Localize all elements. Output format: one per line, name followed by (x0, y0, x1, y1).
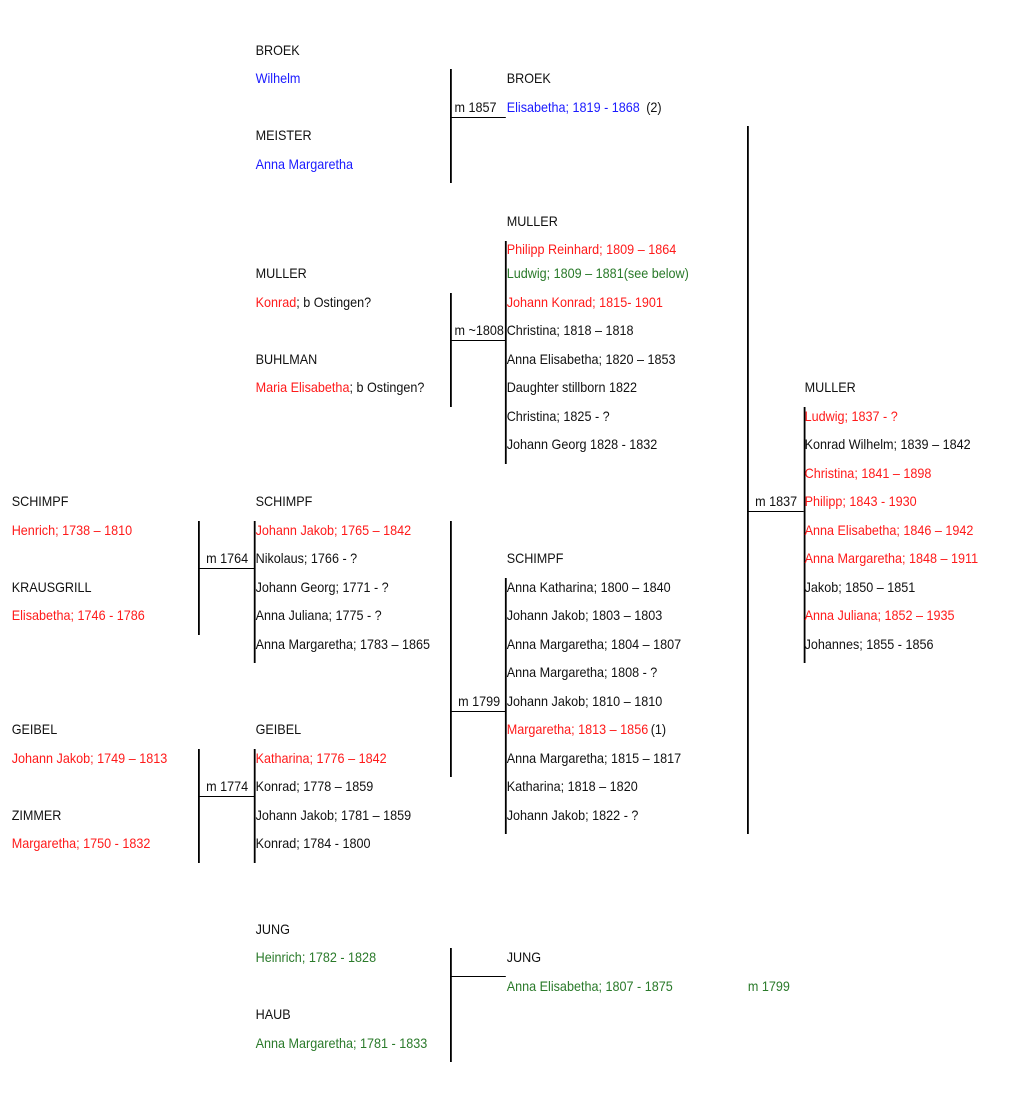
muller-children-link (451, 340, 506, 341)
ludwig-child: Jakob; 1850 – 1851 (804, 579, 916, 595)
broek-child-surname: BROEK (506, 70, 551, 86)
ludwig-marriage-label: m 1837 (755, 493, 798, 509)
schimpf-family-child: Margaretha; 1813 – 1856 (506, 721, 649, 737)
jung-child: Anna Elisabetha; 1807 - 1875 (506, 978, 673, 994)
ludwig-children-link (748, 511, 804, 512)
schimpf-couple-connector (450, 521, 452, 777)
ludwig-couple-connector (747, 126, 749, 834)
ludwig-child: Christina; 1841 – 1898 (804, 465, 932, 481)
geibel-grandfather: Johann Jakob; 1749 – 1813 (11, 750, 168, 766)
jung-father: Heinrich; 1782 - 1828 (255, 949, 377, 965)
schimpf-family-child: Johann Jakob; 1810 – 1810 (506, 693, 663, 709)
schimpf-grandparents-connector (198, 521, 200, 635)
buhlman-mother (256, 379, 425, 395)
buhlman-mother-note: ; b Ostingen? (349, 379, 425, 395)
haub-mother: Anna Margaretha; 1781 - 1833 (255, 1035, 428, 1051)
geibel-grandparents-children-link (199, 796, 255, 797)
geibel-child: Konrad; 1778 – 1859 (255, 778, 374, 794)
krausgrill-grandmother: Elisabetha; 1746 - 1786 (11, 607, 145, 623)
muller-father-note: ; b Ostingen? (296, 294, 372, 310)
schimpf-children-surname: SCHIMPF (255, 493, 313, 509)
schimpf-child: Anna Juliana; 1775 - ? (255, 607, 382, 623)
broek-child-note: (2) (646, 99, 662, 115)
buhlman-mother-name: Maria Elisabetha (255, 379, 350, 395)
schimpf-child: Johann Georg; 1771 - ? (255, 579, 389, 595)
meister-mother-name: Anna Margaretha (255, 156, 353, 172)
muller-marriage-label: m ~1808 (454, 322, 504, 338)
muller-child: Philipp Reinhard; 1809 – 1864 (506, 241, 677, 257)
muller-father-surname: MULLER (255, 265, 307, 281)
broek-marriage-label: m 1857 (454, 99, 497, 115)
muller-father (256, 294, 372, 310)
meister-mother-surname: MEISTER (255, 127, 312, 143)
schimpf-grandparents-marriage-label: m 1764 (206, 550, 249, 566)
broek-couple-connector (450, 69, 452, 183)
schimpf-family-child: Anna Margaretha; 1808 - ? (506, 664, 658, 680)
geibel-grandfather-surname: GEIBEL (11, 721, 58, 737)
jung-marriage-label: m 1799 (747, 978, 790, 994)
schimpf-family-surname: SCHIMPF (506, 550, 564, 566)
krausgrill-grandmother-surname: KRAUSGRILL (11, 579, 92, 595)
schimpf-family-child: Anna Katharina; 1800 – 1840 (506, 579, 671, 595)
schimpf-family-child-note: (1) (650, 721, 667, 737)
broek-father-surname: BROEK (255, 42, 300, 58)
schimpf-marriage-label: m 1799 (458, 693, 501, 709)
muller-father-name: Konrad (255, 294, 297, 310)
schimpf-grandparents-children-link (199, 568, 255, 569)
muller-child: Johann Konrad; 1815- 1901 (506, 294, 663, 310)
muller-child: Ludwig; 1809 – 1881(see below) (506, 265, 689, 281)
geibel-child: Konrad; 1784 - 1800 (255, 835, 371, 851)
geibel-child: Johann Jakob; 1781 – 1859 (255, 807, 412, 823)
schimpf-family-child: Katharina; 1818 – 1820 (506, 778, 638, 794)
buhlman-mother-surname: BUHLMAN (255, 351, 318, 367)
schimpf-family-child: Johann Jakob; 1803 – 1803 (506, 607, 663, 623)
muller-couple-connector (450, 293, 452, 407)
muller-child: Johann Georg 1828 - 1832 (506, 436, 658, 452)
broek-father-name: Wilhelm (255, 70, 301, 86)
jung-couple-connector (450, 948, 452, 1062)
schimpf-child: Johann Jakob; 1765 – 1842 (255, 522, 412, 538)
schimpf-child: Nikolaus; 1766 - ? (255, 550, 358, 566)
schimpf-family-child: Johann Jakob; 1822 - ? (506, 807, 639, 823)
geibel-child: Katharina; 1776 – 1842 (255, 750, 387, 766)
geibel-children-surname: GEIBEL (255, 721, 302, 737)
ludwig-child: Anna Elisabetha; 1846 – 1942 (804, 522, 974, 538)
muller-child: Daughter stillborn 1822 (506, 379, 637, 395)
ludwig-child: Konrad Wilhelm; 1839 – 1842 (804, 436, 971, 452)
geibel-grandparents-connector (198, 749, 200, 863)
muller-child: Anna Elisabetha; 1820 – 1853 (506, 351, 676, 367)
muller-child: Christina; 1825 - ? (506, 408, 610, 424)
ludwig-child: Anna Margaretha; 1848 – 1911 (804, 550, 979, 566)
schimpf-grandfather: Henrich; 1738 – 1810 (11, 522, 133, 538)
muller-child: Christina; 1818 – 1818 (506, 322, 634, 338)
ludwig-child: Johannes; 1855 - 1856 (804, 636, 934, 652)
schimpf-children-link (451, 711, 506, 712)
schimpf-family-child: Anna Margaretha; 1804 – 1807 (506, 636, 682, 652)
jung-father-surname: JUNG (255, 921, 290, 937)
ludwig-children-surname: MULLER (804, 379, 856, 395)
schimpf-child: Anna Margaretha; 1783 – 1865 (255, 636, 431, 652)
ludwig-child: Anna Juliana; 1852 – 1935 (804, 607, 955, 623)
broek-child-link (451, 117, 506, 118)
zimmer-grandmother: Margaretha; 1750 - 1832 (11, 835, 151, 851)
muller-children-surname: MULLER (506, 213, 558, 229)
ludwig-child: Philipp; 1843 - 1930 (804, 493, 917, 509)
jung-child-link (451, 976, 506, 977)
haub-mother-surname: HAUB (255, 1006, 291, 1022)
schimpf-family-child: Anna Margaretha; 1815 – 1817 (506, 750, 682, 766)
schimpf-grandfather-surname: SCHIMPF (11, 493, 69, 509)
jung-child-surname: JUNG (506, 949, 542, 965)
ludwig-child: Ludwig; 1837 - ? (804, 408, 898, 424)
geibel-grandparents-marriage-label: m 1774 (206, 778, 249, 794)
zimmer-grandmother-surname: ZIMMER (11, 807, 62, 823)
broek-child: Elisabetha; 1819 - 1868 (506, 99, 640, 115)
